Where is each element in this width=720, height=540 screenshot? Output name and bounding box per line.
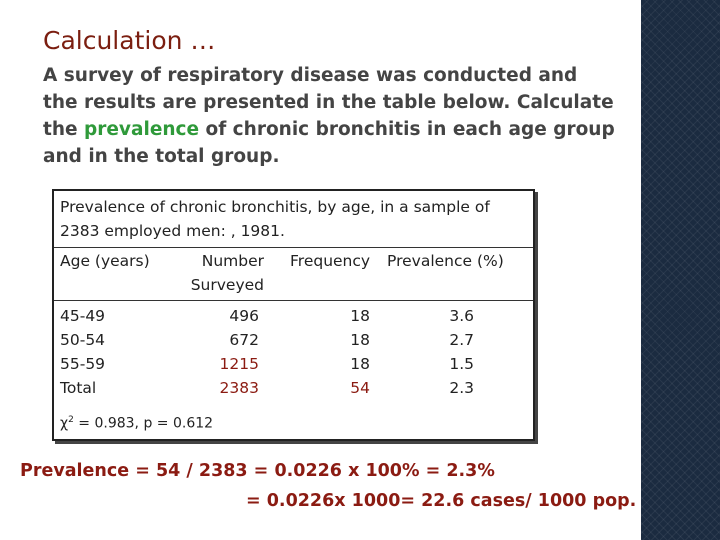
formula-line-1: Prevalence = 54 / 2383 = 0.0226 x 100% = 2.3%: [20, 461, 495, 481]
intro-paragraph: [43, 62, 618, 170]
header-prevalence: Prevalence (%): [387, 252, 504, 270]
cell-frequency: 18: [350, 355, 370, 373]
chi-value: = 0.983, p = 0.612: [73, 415, 214, 432]
formula-line-2: = 0.0226x 1000= 22.6 cases/ 1000 pop.: [246, 491, 637, 511]
cell-frequency: 18: [350, 307, 370, 325]
chi-symbol: χ: [60, 415, 69, 432]
chi-superscript: 2: [68, 415, 74, 425]
header-number: Number: [201, 252, 264, 270]
chi-square-result: [60, 415, 213, 432]
cell-prevalence: 3.6: [449, 307, 474, 325]
intro-text-start: A survey of respiratory disease was conducted and the results are presented in the table below. Calculate the: [43, 65, 614, 140]
intro-highlight: prevalence: [84, 119, 200, 140]
cell-age: 45-49: [60, 307, 106, 325]
cell-frequency: 54: [350, 379, 370, 397]
cell-frequency: 18: [350, 331, 370, 349]
header-frequency: Frequency: [290, 252, 371, 270]
cell-age: 55-59: [60, 355, 106, 373]
slide-title: Calculation …: [43, 26, 216, 55]
decorative-sidebar: [641, 0, 720, 540]
cell-number: 672: [229, 331, 259, 349]
cell-age: 50-54: [60, 331, 106, 349]
caption-divider: [54, 247, 533, 248]
header-surveyed: Surveyed: [190, 276, 264, 294]
header-age: Age (years): [60, 252, 150, 270]
intro-text-end: of chronic bronchitis in each age group and in the total group.: [43, 119, 615, 167]
cell-age: Total: [60, 379, 97, 397]
cell-number: 2383: [219, 379, 259, 397]
header-divider: [54, 300, 533, 301]
data-table: [52, 189, 535, 441]
cell-prevalence: 1.5: [449, 355, 474, 373]
cell-number: 496: [229, 307, 259, 325]
cell-number: 1215: [219, 355, 259, 373]
cell-prevalence: 2.3: [449, 379, 474, 397]
table-caption: Prevalence of chronic bronchitis, by age, in a sample of 2383 employed men: , 1981.: [60, 198, 490, 240]
cell-prevalence: 2.7: [449, 331, 474, 349]
